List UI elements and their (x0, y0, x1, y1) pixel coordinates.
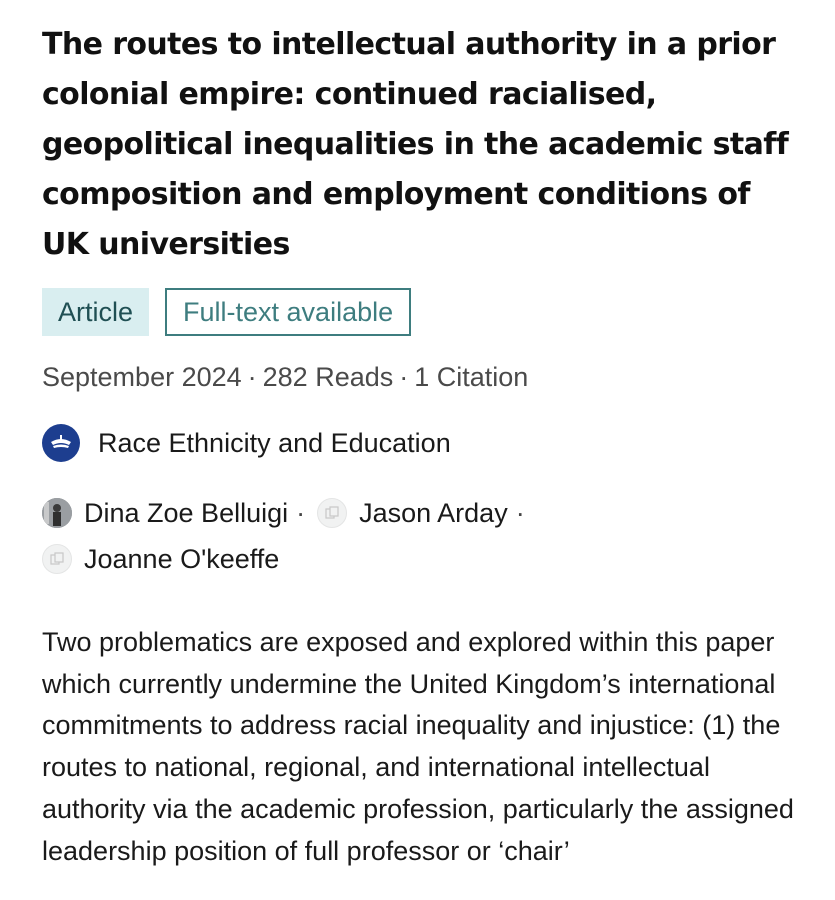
author-separator: · (515, 498, 525, 528)
reads-count: 282 Reads (262, 362, 394, 392)
author-name[interactable]: Dina Zoe Belluigi (84, 498, 289, 528)
journal-link[interactable] (42, 424, 802, 462)
journal-logo-icon (42, 424, 80, 462)
publication-page (42, 20, 802, 872)
full-text-available-badge[interactable]: Full-text available (165, 288, 411, 336)
publication-title[interactable]: The routes to intellectual authority in a prior colonial empire: continued racialised, geopolitical inequalities in the academic staff composition and employment conditions of UK universities (42, 27, 789, 262)
abstract-text: Two problematics are exposed and explored within this paper which currently undermine the United Kingdom’s international commitments to address racial inequality and injustice: (1) the routes to national, regional, and international intellectual authority via the academic profession, particularly the assigned leadership position of full professor or ‘chair’ (42, 627, 794, 866)
publication-date: September 2024 (42, 362, 242, 392)
publication-meta (42, 360, 802, 394)
author-avatar (42, 498, 72, 528)
author-line (42, 536, 802, 582)
placeholder-avatar-icon (42, 544, 72, 574)
author-name[interactable]: Jason Arday (359, 498, 508, 528)
meta-separator: · (247, 362, 257, 392)
author-list (42, 490, 802, 582)
article-type-badge: Article (42, 288, 149, 336)
journal-name[interactable]: Race Ethnicity and Education (98, 427, 451, 458)
citation-count[interactable]: 1 Citation (414, 362, 529, 392)
author-name[interactable]: Joanne O'keeffe (84, 544, 280, 574)
placeholder-avatar-icon (317, 498, 347, 528)
meta-separator: · (399, 362, 409, 392)
badge-row (42, 288, 802, 338)
author-separator: · (296, 498, 306, 528)
author-line (42, 490, 802, 536)
